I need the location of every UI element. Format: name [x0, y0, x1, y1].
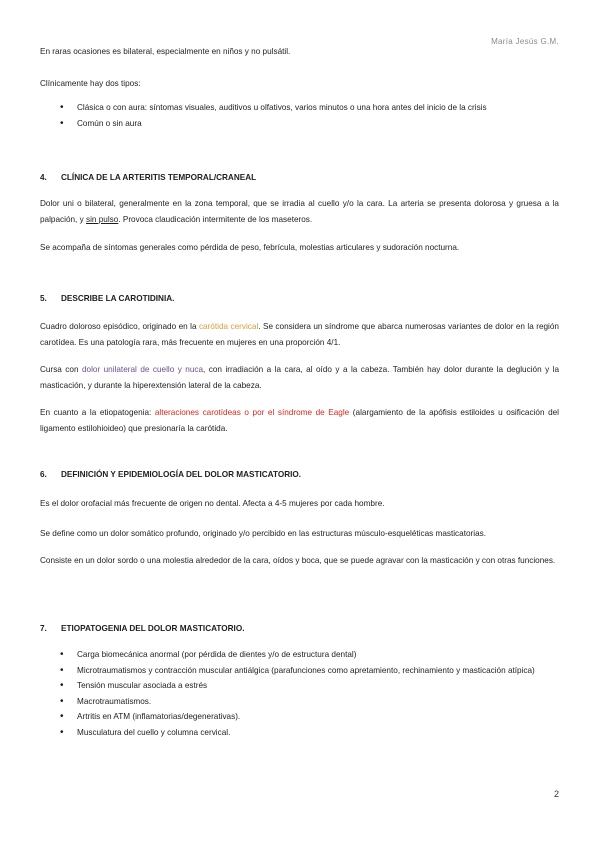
- text-run: Dolor uni o bilateral, generalmente en la zona temporal, que se irradia al cuello y/o la cara. La arteria se presenta dolorosa y gruesa a la palpación, y: [40, 199, 559, 224]
- text-run: , con irradiación a la cara, al oído y a la cabeza. También hay dolor durante la deglución y la masticación, y durante la hiperextensión lateral de la cabeza.: [40, 365, 560, 390]
- section-number: 6.: [40, 470, 47, 479]
- list-item: • Musculatura del cuello y columna cervical.: [60, 725, 540, 741]
- section-4-paragraph-2: Se acompaña de síntomas generales como pérdida de peso, febrícula, molestias articulares y sudoración nocturna.: [40, 243, 460, 252]
- section-6-heading: [40, 470, 301, 479]
- intro-paragraph-1: En raras ocasiones es bilateral, especialmente en niños y no pulsátil.: [40, 47, 291, 56]
- section-number: 4.: [40, 173, 47, 182]
- section-5-paragraph-2: [40, 362, 559, 393]
- list-item: • Tensión muscular asociada a estrés: [60, 678, 540, 694]
- highlighted-text: carótida cervical: [198, 322, 259, 331]
- underlined-text: sin pulso: [85, 214, 119, 224]
- section-title: DEFINICIÓN Y EPIDEMIOLOGÍA DEL DOLOR MASTICATORIO.: [61, 470, 302, 479]
- section-6-paragraph-2: Se define como un dolor somático profundo, originado y/o percibido en las estructuras músculo-esqueléticas masticatorias.: [40, 529, 486, 538]
- section-title: DESCRIBE LA CAROTIDINIA.: [61, 294, 175, 303]
- list-item: • Carga biomecánica anormal (por pérdida de dientes y/o de estructura dental): [60, 647, 540, 663]
- etiopathogenesis-list: [60, 647, 540, 740]
- text-run: Cuadro doloroso episódico, originado en la: [40, 322, 199, 331]
- intro-paragraph-2: Clínicamente hay dos tipos:: [40, 79, 141, 88]
- text-run: (alargamiento de la apófisis estiloides u osificación del ligamento estilohioideo) que presionaría la carótida.: [40, 408, 559, 433]
- text-run: . Provoca claudicación intermitente de los maseteros.: [118, 214, 313, 224]
- section-title: CLÍNICA DE LA ARTERITIS TEMPORAL/CRANEAL: [61, 173, 257, 182]
- section-5-paragraph-3: [40, 405, 559, 436]
- section-6-paragraph-3: Consiste en un dolor sordo o una molestia alrededor de la cara, oídos y boca, que se puede agravar con la masticación y con otras funciones.: [40, 556, 556, 565]
- section-4-heading: [40, 173, 256, 182]
- list-item: • Macrotraumatismos.: [60, 694, 540, 710]
- section-title: ETIOPATOGENIA DEL DOLOR MASTICATORIO.: [61, 624, 245, 633]
- section-4-paragraph-1: [40, 196, 559, 227]
- highlighted-text: alteraciones carotídeas o por el síndrome de Eagle: [154, 408, 350, 417]
- list-item: • Común o sin aura: [60, 116, 540, 132]
- list-item: • Microtraumatismos y contracción muscular antiálgica (parafunciones como apretamiento, rechinamiento y masticación atípica): [60, 663, 540, 679]
- section-6-paragraph-1: Es el dolor orofacial más frecuente de origen no dental. Afecta a 4-5 mujeres por cada hombre.: [40, 499, 385, 508]
- migraine-types-list: [60, 100, 540, 131]
- header-author: María Jesús G.M.: [491, 37, 559, 46]
- text-run: Cursa con: [40, 365, 82, 374]
- list-item: • Artritis en ATM (inflamatorias/degenerativas).: [60, 709, 540, 725]
- highlighted-text: dolor unilateral de cuello y nuca: [81, 365, 204, 374]
- section-7-heading: [40, 624, 244, 633]
- list-item: • Clásica o con aura: síntomas visuales, auditivos u olfativos, varios minutos o una hora antes del inicio de la crisis: [60, 100, 540, 116]
- page-number: 2: [553, 789, 559, 799]
- section-5-heading: [40, 294, 174, 303]
- section-number: 5.: [40, 294, 47, 303]
- section-5-paragraph-1: [40, 319, 559, 350]
- text-run: En cuanto a la etiopatogenia:: [40, 408, 155, 417]
- section-number: 7.: [40, 624, 47, 633]
- text-run: . Se considera un síndrome que abarca numerosas variantes de dolor en la región carotídea. Es una patología rara, más frecuente en mujeres en una proporción 4/1.: [40, 322, 559, 347]
